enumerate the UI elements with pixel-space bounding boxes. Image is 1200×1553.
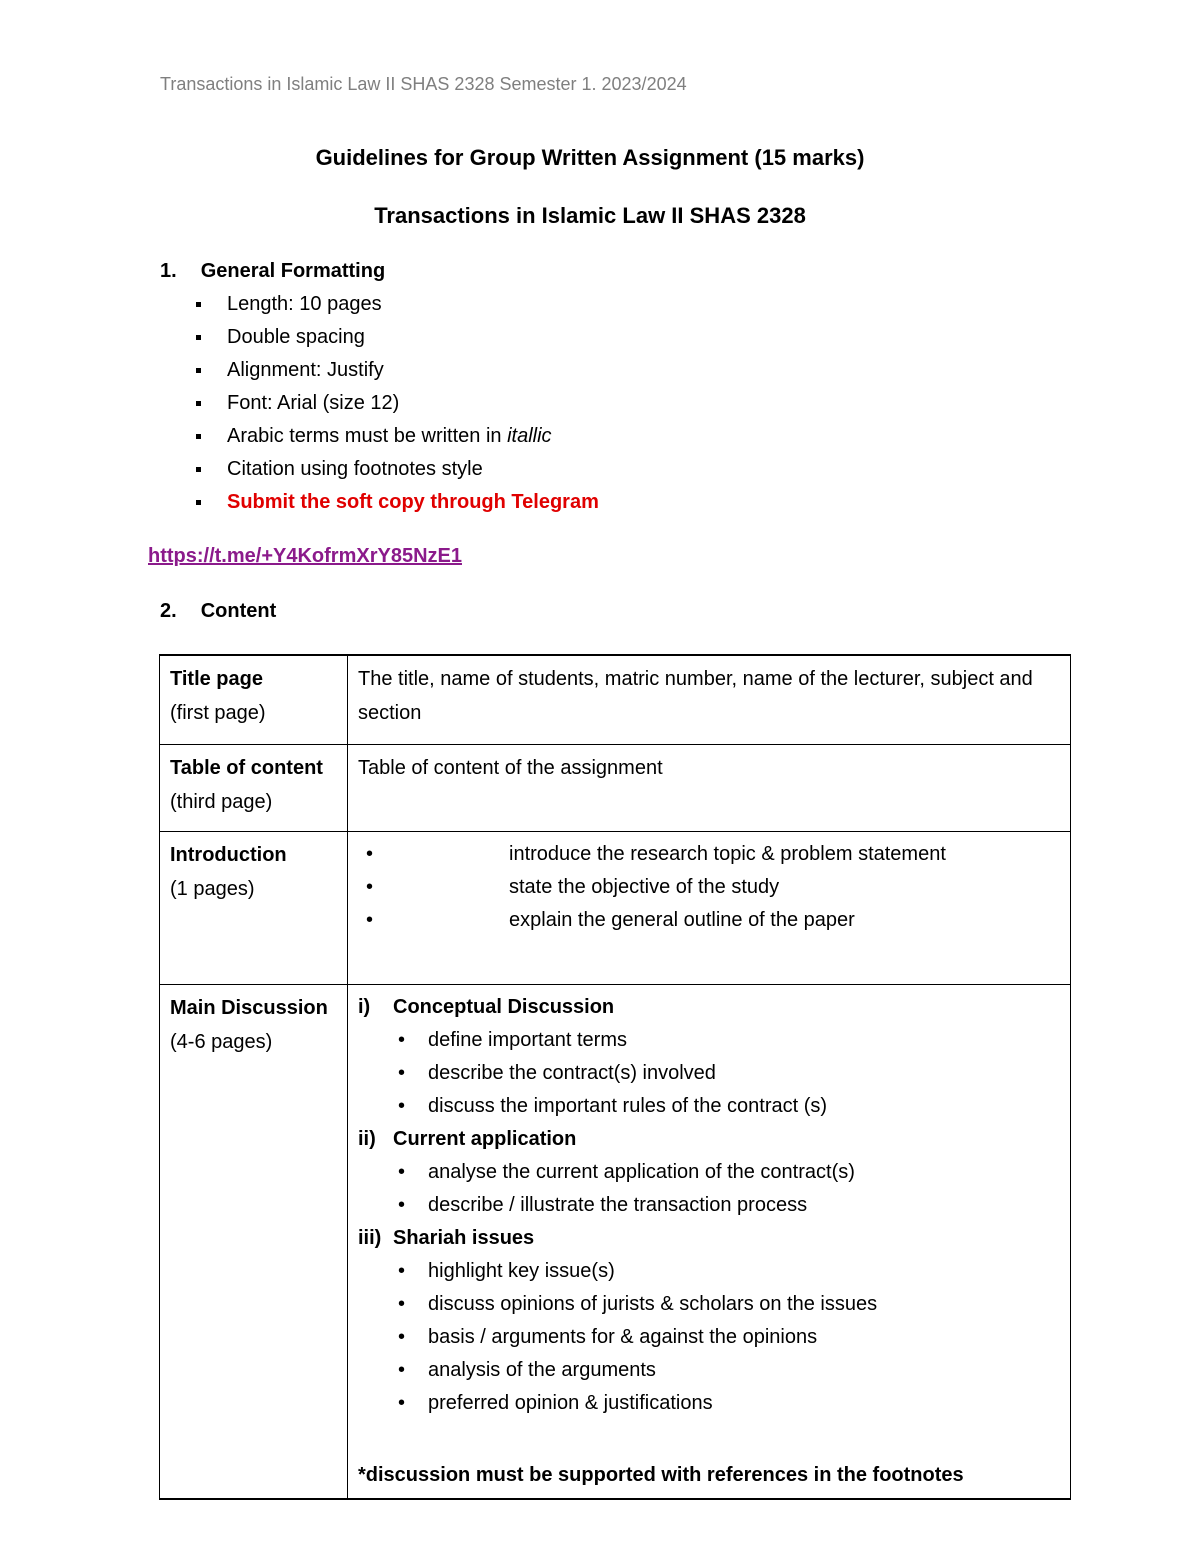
list-item: • highlight key issue(s) <box>358 1255 1060 1288</box>
square-bullet-icon <box>196 401 201 406</box>
row-label: Main Discussion (4-6 pages) <box>160 985 348 1500</box>
row-description <box>348 985 1071 1500</box>
footnote-note: *discussion must be supported with references in the footnotes <box>358 1464 964 1486</box>
bullet-icon: • <box>398 1161 406 1183</box>
row-description: Table of content of the assignment <box>348 745 1071 832</box>
row-label: Introduction (1 pages) <box>160 832 348 985</box>
bullet-icon: • <box>398 1095 406 1117</box>
bullet-icon: • <box>398 1392 406 1414</box>
list-item: • describe the contract(s) involved <box>358 1057 1060 1090</box>
formatting-list <box>196 288 599 519</box>
bullet-icon: • <box>398 1260 406 1282</box>
list-item: • analysis of the arguments <box>358 1354 1060 1387</box>
content-table <box>159 654 1071 1500</box>
list-item: • describe / illustrate the transaction process <box>358 1189 1060 1222</box>
row-description <box>348 832 1071 985</box>
square-bullet-icon <box>196 368 201 373</box>
row-description: The title, name of students, matric number, name of the lecturer, subject and section <box>348 655 1071 745</box>
list-item: • introduce the research topic & problem statement <box>358 838 1060 871</box>
list-item: Font: Arial (size 12) <box>196 387 599 420</box>
square-bullet-icon <box>196 335 201 340</box>
section-number: 1. <box>160 260 177 282</box>
list-item: Alignment: Justify <box>196 354 599 387</box>
table-row <box>160 985 1071 1500</box>
section-1-heading <box>160 260 385 283</box>
list-item: Citation using footnotes style <box>196 453 599 486</box>
italic-example: itallic <box>507 425 552 447</box>
subsection-heading: iii) Shariah issues <box>358 1227 535 1249</box>
telegram-link[interactable]: https://t.me/+Y4KofrmXrY85NzE1 <box>148 545 462 567</box>
list-item-submit: Submit the soft copy through Telegram <box>196 486 599 519</box>
bullet-icon: • <box>398 1194 406 1216</box>
square-bullet-icon <box>196 434 201 439</box>
bullet-icon: • <box>398 1326 406 1348</box>
document-subtitle: Transactions in Islamic Law II SHAS 2328 <box>374 203 806 228</box>
document-title: Guidelines for Group Written Assignment (15 marks) <box>315 145 865 170</box>
list-item: Double spacing <box>196 321 599 354</box>
list-item: • basis / arguments for & against the opinions <box>358 1321 1060 1354</box>
table-row <box>160 745 1071 832</box>
section-title: General Formatting <box>200 260 386 282</box>
list-item: • discuss opinions of jurists & scholars on the issues <box>358 1288 1060 1321</box>
list-item: Arabic terms must be written in itallic <box>196 420 599 453</box>
bullet-icon: • <box>398 1293 406 1315</box>
list-item: • analyse the current application of the contract(s) <box>358 1156 1060 1189</box>
bullet-icon: • <box>398 1359 406 1381</box>
table-row <box>160 832 1071 985</box>
section-2-heading <box>160 600 276 623</box>
subsection-heading: i) Conceptual Discussion <box>358 996 615 1018</box>
page-header: Transactions in Islamic Law II SHAS 2328 Semester 1. 2023/2024 <box>160 74 687 94</box>
bullet-icon: • <box>366 909 374 931</box>
bullet-icon: • <box>398 1062 406 1084</box>
section-number: 2. <box>160 600 177 622</box>
square-bullet-icon <box>196 500 201 505</box>
list-item: Length: 10 pages <box>196 288 599 321</box>
table-row <box>160 655 1071 745</box>
row-label: Title page (first page) <box>160 655 348 745</box>
subsection-heading: ii) Current application <box>358 1128 577 1150</box>
list-item: • define important terms <box>358 1024 1060 1057</box>
square-bullet-icon <box>196 302 201 307</box>
row-label: Table of content (third page) <box>160 745 348 832</box>
list-item: • state the objective of the study <box>358 871 1060 904</box>
square-bullet-icon <box>196 467 201 472</box>
section-title: Content <box>200 600 277 622</box>
list-item: • preferred opinion & justifications <box>358 1387 1060 1420</box>
bullet-icon: • <box>366 876 374 898</box>
bullet-icon: • <box>398 1029 406 1051</box>
list-item: • explain the general outline of the paper <box>358 904 1060 937</box>
bullet-icon: • <box>366 843 374 865</box>
list-item: • discuss the important rules of the contract (s) <box>358 1090 1060 1123</box>
